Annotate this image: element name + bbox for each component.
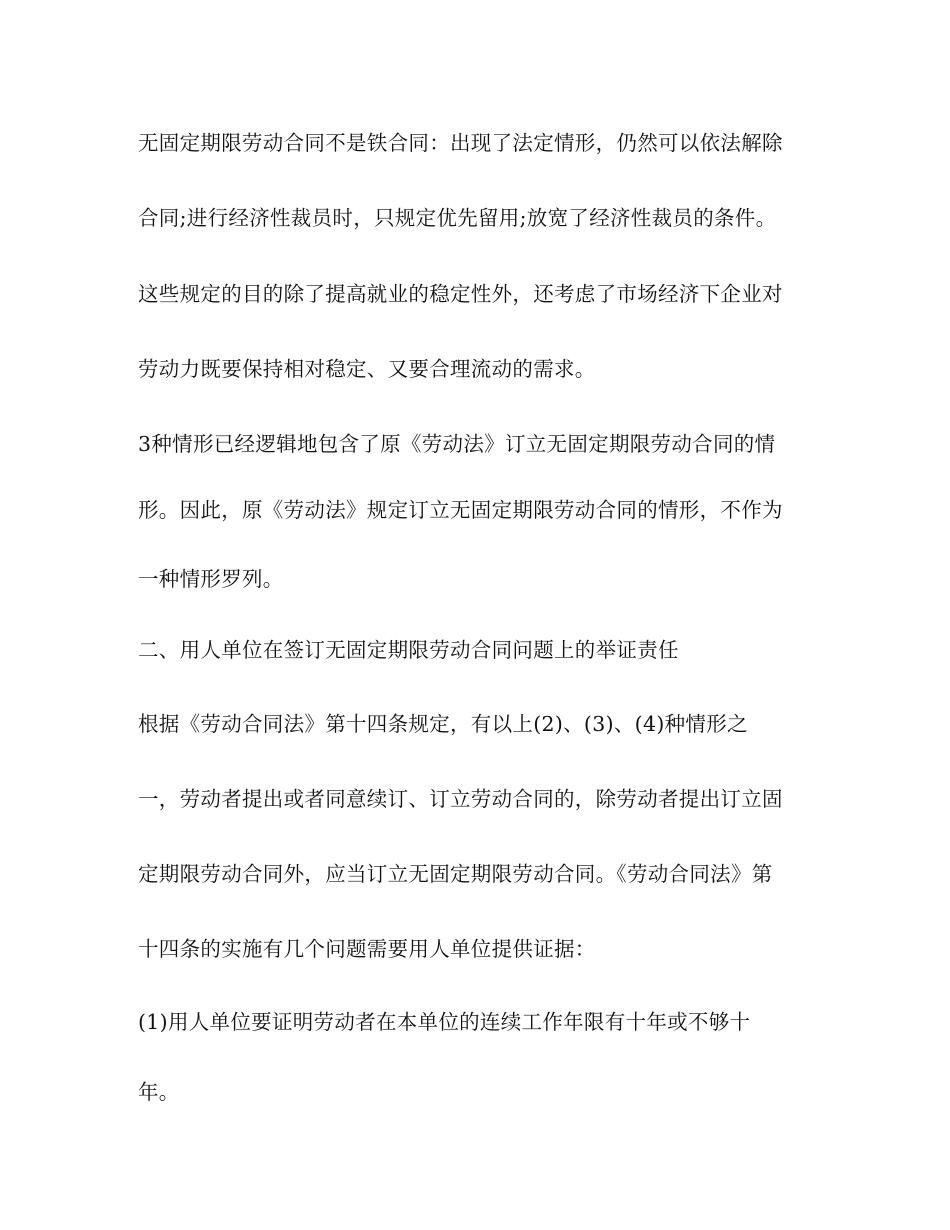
text-line: 十四条的实施有几个问题需要用人单位提供证据： bbox=[138, 937, 596, 961]
text-line: (1)用人单位要证明劳动者在本单位的连续工作年限有十年或不够十 bbox=[138, 1010, 751, 1034]
text-line: 定期限劳动合同外，应当订立无固定期限劳动合同。《劳动合同法》第 bbox=[138, 862, 773, 886]
text-line: 根据《劳动合同法》第十四条规定，有以上(2)、(3)、(4)种情形之 bbox=[138, 712, 748, 736]
text-line: 3种情形已经逻辑地包含了原《劳动法》订立无固定期限劳动合同的情 bbox=[138, 432, 776, 456]
text-line: 形。因此，原《劳动法》规定订立无固定期限劳动合同的情形，不作为 bbox=[138, 498, 783, 522]
text-line: 劳动力既要保持相对稳定、又要合理流动的需求。 bbox=[138, 357, 596, 381]
section-heading: 二、用人单位在签订无固定期限劳动合同问题上的举证责任 bbox=[138, 638, 679, 662]
text-line: 这些规定的目的除了提高就业的稳定性外，还考虑了市场经济下企业对 bbox=[138, 282, 783, 306]
text-line: 一种情形罗列。 bbox=[138, 567, 284, 591]
text-line: 合同;进行经济性裁员时，只规定优先留用;放宽了经济性裁员的条件。 bbox=[138, 206, 777, 230]
text-line: 无固定期限劳动合同不是铁合同：出现了法定情形，仍然可以依法解除 bbox=[138, 131, 783, 155]
text-line: 一，劳动者提出或者同意续订、订立劳动合同的，除劳动者提出订立固 bbox=[138, 787, 783, 811]
text-line: 年。 bbox=[138, 1080, 180, 1104]
